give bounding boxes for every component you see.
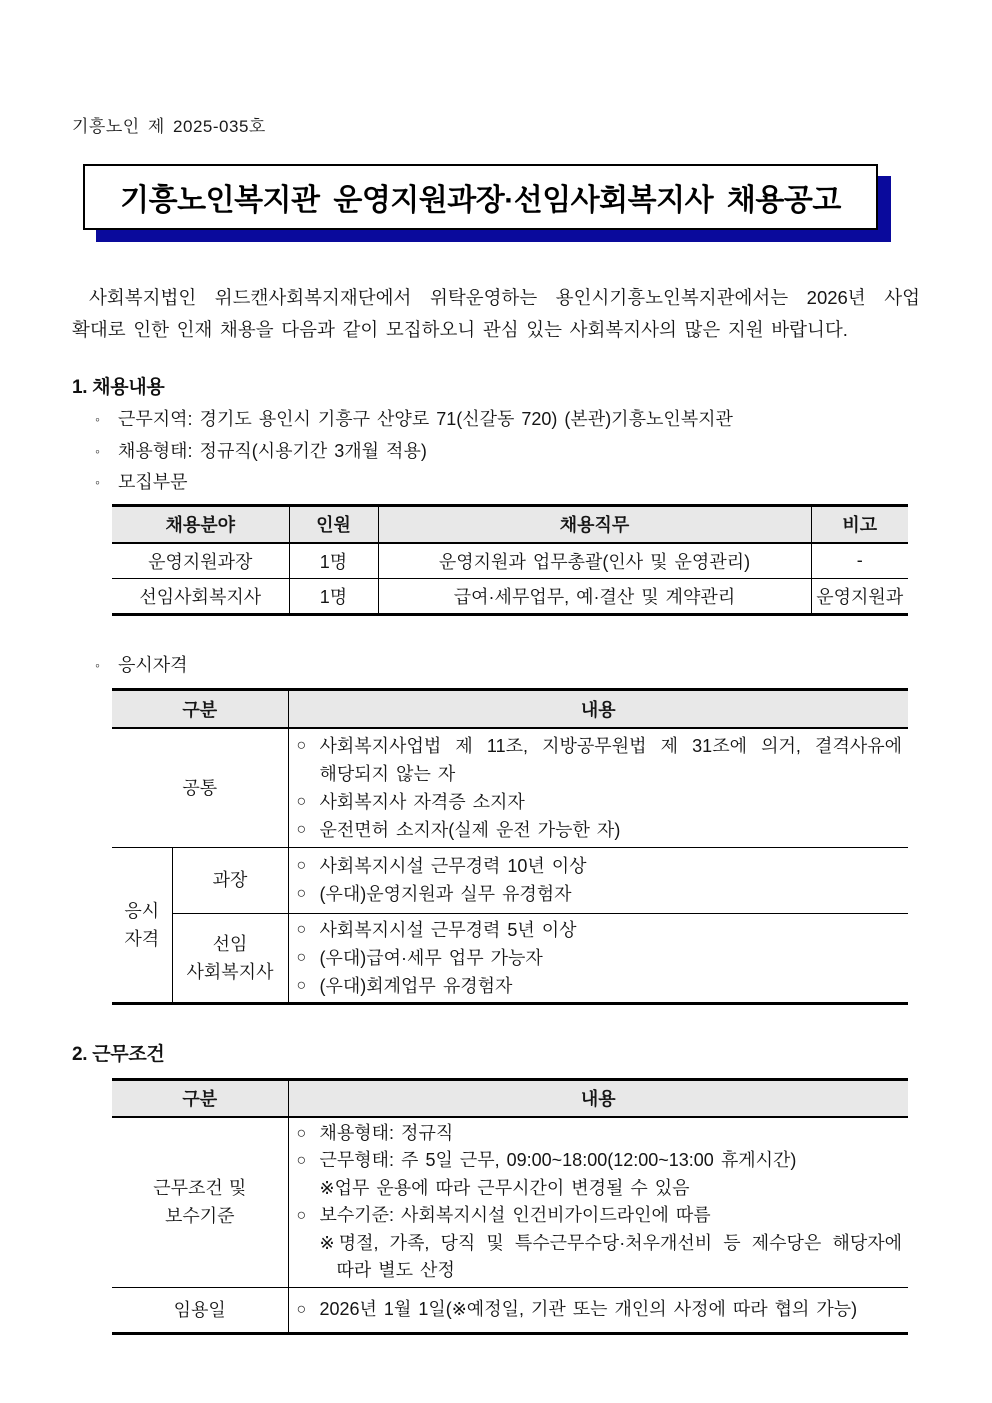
condition-item	[297, 1202, 903, 1230]
header-cell-duty: 채용직무	[378, 505, 811, 543]
requirement-item	[297, 852, 903, 880]
table-cell: 선임사회복지사	[112, 578, 289, 614]
row-label-qualification-group	[112, 847, 172, 1003]
common-requirements-cell	[288, 728, 908, 848]
requirement-text: (우대)급여·세무 업무 가능자	[319, 947, 543, 968]
section2-heading: 2. 근무조건	[72, 1043, 165, 1065]
page-title: 기흥노인복지관 운영지원과장·선임사회복지사 채용공고	[120, 184, 841, 217]
item-bullet-icon: ○	[296, 1152, 307, 1169]
item-bullet-icon: ○	[296, 920, 307, 938]
row-label-common: 공통	[112, 728, 288, 848]
requirement-item-continuation	[297, 760, 903, 788]
table-cell: 1명	[289, 543, 378, 579]
condition-text: 근무형태: 주 5일 근무, 09:00~18:00(12:00~13:00 휴게시간)	[319, 1150, 797, 1170]
table-row-senior	[112, 913, 908, 1003]
requirement-text: (우대)회계업무 유경험자	[319, 975, 513, 996]
condition-text: ※명절, 가족, 당직 및 특수근무수당·처우개선비 등 제수당은 해당자에	[319, 1232, 902, 1253]
requirement-text: 사회복지시설 근무경력 10년 이상	[319, 856, 587, 876]
item-bullet-icon: ○	[296, 792, 307, 810]
item-bullet-icon: ○	[296, 1300, 307, 1318]
appointment-detail-cell	[288, 1287, 908, 1333]
intro-line-1: 사회복지법인 위드캔사회복지재단에서 위탁운영하는 용인시기흥노인복지관에서는 2026년 사업	[89, 287, 920, 308]
circle-bullet-icon: ◦	[95, 442, 100, 459]
requirement-item	[297, 944, 903, 972]
section1-bullet-list	[72, 404, 920, 499]
item-bullet-icon: ○	[296, 948, 307, 966]
requirement-text: 사회복지사업법 제 11조, 지방공무원법 제 31조에 의거, 결격사유에	[319, 735, 902, 756]
bullet-work-location	[72, 404, 920, 436]
requirement-text: 운전면허 소지자(실제 운전 가능한 자)	[319, 819, 621, 840]
header-cell-detail: 내용	[288, 1079, 908, 1117]
work-conditions-table	[112, 1078, 908, 1335]
table-cell: -	[811, 543, 908, 579]
document-number: 기흥노인 제 2025-035호	[72, 117, 266, 136]
item-bullet-icon: ○	[296, 1207, 307, 1224]
requirement-item	[297, 788, 903, 816]
condition-note	[297, 1175, 903, 1203]
condition-text: 따라 별도 산정	[336, 1260, 455, 1280]
table-cell: 운영지원과 업무총괄(인사 및 운영관리)	[378, 543, 811, 579]
requirement-item	[297, 916, 903, 944]
requirement-text: 해당되지 않는 자	[319, 763, 456, 784]
item-bullet-icon: ○	[296, 857, 307, 874]
requirement-item	[297, 880, 903, 908]
table-cell: 운영지원과장	[112, 543, 289, 579]
circle-bullet-icon: ◦	[95, 411, 100, 427]
bullet-text: 채용형태: 정규직(시용기간 3개월 적용)	[118, 440, 427, 461]
item-bullet-icon: ○	[296, 1124, 307, 1142]
appointment-item	[297, 1296, 903, 1324]
requirement-item	[297, 816, 903, 844]
qualification-table	[112, 688, 908, 1005]
condition-text: ※업무 운용에 따라 근무시간이 변경될 수 있음	[319, 1177, 690, 1198]
condition-note	[297, 1230, 903, 1258]
condition-text: 채용형태: 정규직	[319, 1122, 454, 1143]
row-label-conditions	[112, 1117, 288, 1288]
circle-bullet-icon: ◦	[95, 474, 100, 490]
intro-line-2: 확대로 인한 인재 채용을 다음과 같이 모집하오니 관심 있는 사회복지사의 많은 지원 바랍니다.	[72, 319, 848, 340]
conditions-detail-cell	[288, 1117, 908, 1288]
condition-note-continuation	[297, 1257, 903, 1285]
header-cell-detail: 내용	[288, 689, 908, 728]
section1-heading: 1. 채용내용	[72, 377, 165, 398]
conditions-label-line: 근무조건 및	[153, 1178, 247, 1198]
requirement-item	[297, 732, 903, 760]
bullet-text: 근무지역: 경기도 용인시 기흥구 산양로 71(신갈동 720) (본관)기흥노인복지관	[118, 409, 733, 429]
table-row-appointment	[112, 1287, 908, 1333]
header-cell-category: 구분	[112, 689, 288, 728]
title-box	[83, 164, 878, 230]
header-cell-count: 인원	[289, 505, 378, 543]
qualification-table-header-row	[112, 689, 908, 728]
row-label-senior	[172, 913, 288, 1003]
requirement-text: 사회복지사 자격증 소지자	[319, 791, 525, 812]
item-bullet-icon: ○	[296, 820, 307, 838]
recruit-table	[112, 504, 908, 616]
recruit-table-header-row	[112, 505, 908, 543]
table-cell: 급여·세무업무, 예·결산 및 계약관리	[378, 578, 811, 614]
requirement-item	[297, 972, 903, 1000]
table-row-conditions	[112, 1117, 908, 1288]
bullet-recruit-field	[72, 467, 920, 499]
header-cell-field: 채용분야	[112, 505, 289, 543]
row-label-appointment: 임용일	[112, 1287, 288, 1333]
bullet-text: 응시자격	[118, 654, 188, 675]
table-cell: 1명	[289, 578, 378, 614]
condition-item	[297, 1120, 903, 1148]
table-row	[112, 578, 908, 614]
manager-requirements-cell	[288, 847, 908, 913]
senior-label-line: 선임	[212, 933, 248, 954]
intro-paragraph	[72, 282, 920, 346]
bullet-text: 모집부문	[118, 472, 188, 492]
appointment-text: 2026년 1월 1일(※예정일, 기관 또는 개인의 사정에 따라 협의 가능)	[319, 1298, 858, 1319]
table-cell: 운영지원과	[811, 578, 908, 614]
requirement-text: (우대)운영지원과 실무 유경험자	[319, 884, 572, 904]
senior-label-line: 사회복지사	[186, 961, 274, 982]
item-bullet-icon: ○	[296, 976, 307, 994]
row-label-manager: 과장	[172, 847, 288, 913]
item-bullet-icon: ○	[296, 736, 307, 754]
work-table-header-row	[112, 1079, 908, 1117]
condition-text: 보수기준: 사회복지시설 인건비가이드라인에 따름	[319, 1205, 711, 1225]
bullet-employment-type	[72, 436, 920, 468]
item-bullet-icon: ○	[296, 885, 307, 902]
group-label-line: 자격	[124, 928, 160, 949]
group-label-line: 응시	[124, 900, 160, 921]
table-row-manager	[112, 847, 908, 913]
qualification-label	[72, 652, 920, 678]
circle-bullet-icon: ◦	[95, 656, 100, 673]
header-cell-note: 비고	[811, 505, 908, 543]
requirement-text: 사회복지시설 근무경력 5년 이상	[319, 919, 577, 940]
table-row-common	[112, 728, 908, 848]
header-cell-category: 구분	[112, 1079, 288, 1117]
table-row	[112, 543, 908, 579]
senior-requirements-cell	[288, 913, 908, 1003]
title-banner	[83, 164, 878, 230]
conditions-label-line: 보수기준	[164, 1206, 235, 1226]
condition-item	[297, 1147, 903, 1175]
